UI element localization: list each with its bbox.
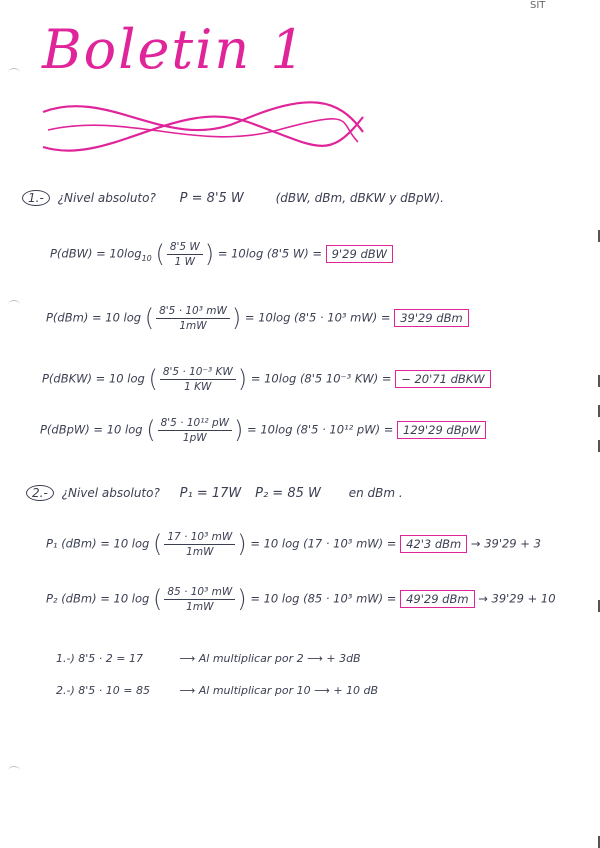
note-left: 1.-) 8'5 · 2 = 17 <box>56 652 143 665</box>
page-corner-label: SIT <box>530 0 546 11</box>
equation-middle: = 10log (8'5 W) = <box>217 246 323 261</box>
title-underline-swirl <box>38 92 368 162</box>
equation-lhs: P(dBpW) = 10 log <box>40 422 143 437</box>
question-1-heading <box>22 190 444 206</box>
log-base: 10 <box>141 253 152 263</box>
numerator: 8'5 · 10⁻³ KW <box>160 366 236 380</box>
equation-lhs: P₁ (dBm) = 10 log <box>46 536 150 551</box>
denominator: 1 KW <box>184 380 212 393</box>
q1-row-dbm: P(dBm) = 10 log ( $\frac{\text{8'5 · 10³ mW}}{1mW}$ ) = 10log (8'5 · 10³ mW) = 39'29 dBm <box>46 304 469 332</box>
numerator: 8'5 W <box>167 241 203 255</box>
fraction <box>156 305 230 332</box>
note-2 <box>56 684 378 697</box>
question-1-units: (dBW, dBm, dBKW y dBpW). <box>275 191 444 205</box>
denominator: 1mW <box>186 600 214 613</box>
note-right: ⟶ Al multiplicar por 2 ⟶ + 3dB <box>179 652 361 665</box>
equation-comparison: → 39'29 + 10 <box>478 591 556 606</box>
numerator: 17 · 10³ mW <box>164 531 235 545</box>
margin-mark <box>8 68 20 77</box>
question-2-given-2: P₂ = 85 W <box>255 486 321 501</box>
margin-mark <box>8 766 20 775</box>
denominator: 1pW <box>182 431 207 444</box>
denominator: 1mW <box>179 319 207 332</box>
numerator: 8'5 · 10³ mW <box>156 305 230 319</box>
result-box: − 20'71 dBKW <box>395 370 490 388</box>
fraction <box>160 366 236 393</box>
denominator: 1 W <box>174 255 195 268</box>
q1-row-dbkw: P(dBKW) = 10 log ( $\frac{\text{8'5 · 10⁻³ KW}}{1 KW}$ ) = 10log (8'5 10⁻³ KW) = − 20'71 dBKW <box>42 365 491 393</box>
equation-middle: = 10 log (85 · 10³ mW) = <box>250 591 397 606</box>
result-box: 9'29 dBW <box>326 245 393 263</box>
fraction <box>158 417 232 444</box>
q2-row-p2: P₂ (dBm) = 10 log ( $\frac{\text{85 · 10³ mW}}{1mW}$ ) = 10 log (85 · 10³ mW) = 49'29 dBm → 39'29 + 10 <box>46 585 556 613</box>
fraction <box>164 531 235 558</box>
equation-lhs: P(dBm) = 10 log <box>46 310 142 325</box>
result-box: 129'29 dBpW <box>397 421 486 439</box>
question-2-given-1: P₁ = 17W <box>179 486 242 501</box>
question-1-text: ¿Nivel absoluto? <box>57 191 156 205</box>
equation-middle: = 10log (8'5 · 10³ mW) = <box>244 310 391 325</box>
question-2-units: en dBm . <box>348 486 403 500</box>
equation-middle: = 10log (8'5 · 10¹² pW) = <box>247 422 394 437</box>
note-right: ⟶ Al multiplicar por 10 ⟶ + 10 dB <box>179 684 379 697</box>
question-1-number: 1.- <box>22 190 50 206</box>
equation-lhs: P(dBW) = 10log <box>50 246 142 261</box>
numerator: 8'5 · 10¹² pW <box>158 417 232 431</box>
q1-row-dbw: $P(dBW) = 10\log_{10}$ ( $\frac{8'5 W}{1 W}$ ) = 10log (8'5 W) = 9'29 dBW <box>50 240 393 268</box>
fraction <box>164 586 235 613</box>
fraction <box>167 241 203 268</box>
equation-middle: = 10log (8'5 10⁻³ KW) = <box>250 371 392 386</box>
q2-row-p1: P₁ (dBm) = 10 log ( $\frac{\text{17 · 10³ mW}}{1mW}$ ) = 10 log (17 · 10³ mW) = 42'3 dBm → 39'29 + 3 <box>46 530 541 558</box>
equation-lhs: P₂ (dBm) = 10 log <box>46 591 150 606</box>
question-2-text: ¿Nivel absoluto? <box>61 486 160 500</box>
equation-lhs: P(dBKW) = 10 log <box>42 371 145 386</box>
denominator: 1mW <box>186 545 214 558</box>
q1-row-dbpw: P(dBpW) = 10 log ( $\frac{\text{8'5 · 10¹² pW}}{1pW}$ ) = 10log (8'5 · 10¹² pW) = 129'29 dBpW <box>40 416 486 444</box>
equation-comparison: → 39'29 + 3 <box>470 536 541 551</box>
note-1 <box>56 652 361 665</box>
margin-mark <box>8 300 20 309</box>
result-box: 39'29 dBm <box>394 309 468 327</box>
question-2-heading <box>26 485 403 501</box>
result-box: 42'3 dBm <box>400 535 467 553</box>
page-title: Boletin 1 <box>42 18 307 81</box>
numerator: 85 · 10³ mW <box>164 586 235 600</box>
result-box: 49'29 dBm <box>400 590 474 608</box>
question-1-given: P = 8'5 W <box>179 191 244 206</box>
question-2-number: 2.- <box>26 485 54 501</box>
equation-middle: = 10 log (17 · 10³ mW) = <box>250 536 397 551</box>
note-left: 2.-) 8'5 · 10 = 85 <box>56 684 150 697</box>
